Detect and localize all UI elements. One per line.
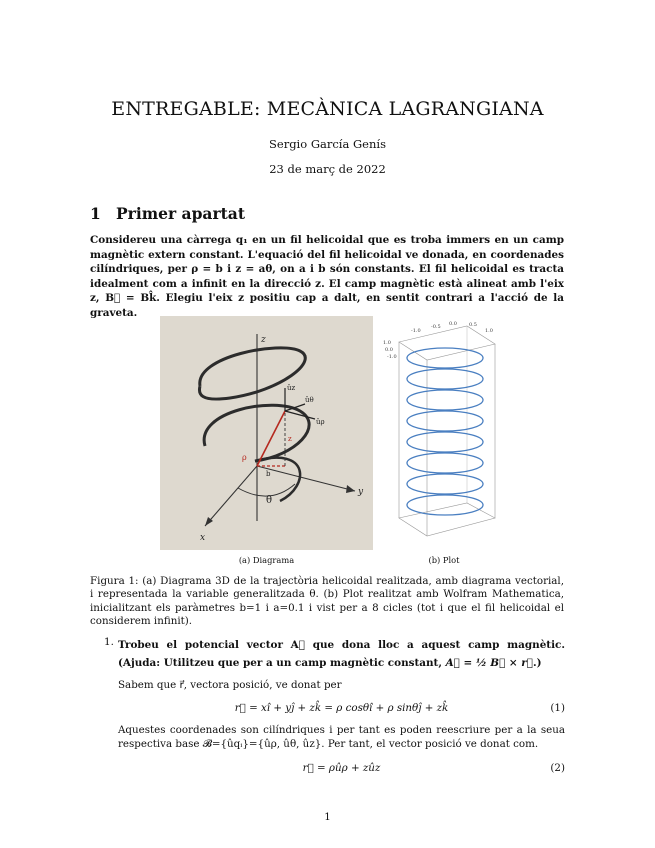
diagram-label-rho: ρ bbox=[242, 453, 247, 462]
diagram-drawing bbox=[160, 316, 373, 550]
diagram-label-x: x bbox=[200, 533, 206, 543]
helix-coil-3 bbox=[407, 390, 483, 410]
x-axis bbox=[205, 466, 257, 526]
helix-coil-7 bbox=[407, 474, 483, 494]
equation-2-tag: (2) bbox=[550, 762, 565, 774]
question-number: 1. bbox=[104, 636, 114, 648]
plot-tick-label-2: -0.5 bbox=[431, 324, 441, 330]
page-number: 1 bbox=[324, 811, 331, 823]
helix-plot-figure bbox=[381, 318, 507, 550]
y-axis-arrow bbox=[346, 485, 355, 493]
subcaption-a: (a) Diagrama bbox=[238, 555, 295, 565]
diagram-label-z: z bbox=[261, 335, 266, 345]
helix-coil-6 bbox=[407, 453, 483, 473]
diagram-figure bbox=[160, 316, 373, 550]
paragraph-position-vector: Sabem que r⃗, vectora posició, ve donat per bbox=[118, 679, 342, 691]
date: 23 de març de 2022 bbox=[269, 162, 386, 176]
diagram-label-z-mark: z bbox=[288, 435, 292, 443]
diagram-label-uz: ûz bbox=[287, 384, 296, 392]
question-formula: A⃗ = ½ B⃗ × r⃗ bbox=[445, 657, 533, 669]
subcaption-b: (b) Plot bbox=[428, 555, 460, 565]
document-title: ENTREGABLE: MECÀNICA LAGRANGIANA bbox=[111, 98, 544, 120]
question-text bbox=[118, 636, 565, 672]
question-text-before: Trobeu el potencial vector A⃗ que dona lloc a aquest camp magnètic. (Ajuda: Utilitzeu que per a un camp magnètic constant, bbox=[118, 639, 565, 669]
author: Sergio García Genís bbox=[269, 137, 386, 151]
figure-caption: Figura 1: (a) Diagrama 3D de la trajectòria helicoidal realitzada, amb diagrama vectorial, i representada la variable generalitzada θ. (b) Plot realitzat amb Wolfram Mathematica, inicialitzant els paràmetres b=1 i a=0.1 i vist per a 8 cicles (tot i que el fil helicoidal el considerem infinit). bbox=[90, 575, 564, 628]
diagram-label-utheta: ûθ bbox=[305, 396, 314, 404]
diagram-label-theta: θ bbox=[266, 495, 273, 506]
equation-1-body: r⃗ = xî + yĵ + zk̂ = ρ cosθî + ρ sinθĵ + zk̂ bbox=[234, 702, 449, 714]
section-number: 1 bbox=[90, 204, 101, 223]
plot-tick-label-3: 0.0 bbox=[449, 321, 457, 327]
helix-plot bbox=[381, 318, 507, 550]
helix-coil-4 bbox=[407, 411, 483, 431]
helix-coil-1 bbox=[407, 348, 483, 368]
helix-coil-8 bbox=[407, 495, 483, 515]
paragraph-cylindrical: Aquestes coordenades son cilíndriques i per tant es poden reescriure per a la seua respectiva base 𝓑={ûqᵢ}={ûρ, ûθ, ûz}. Per tant, el vector posició ve donat com. bbox=[118, 724, 565, 750]
plot-tick-label-7: 0.0 bbox=[385, 347, 393, 353]
equation-2-body: r⃗ = ρûρ + zûz bbox=[302, 762, 381, 774]
intro-paragraph: Considereu una càrrega q₁ en un fil helicoidal que es troba immers en un camp magnètic extern constant. L'equació del fil helicoidal ve donada, en coordenades cilíndriques, per ρ = b i z = aθ, on a i b són constants. El fil helicoidal es tracta idealment com a infinit en la direcció z. El camp magnètic està alineat amb l'eix z, B⃗ = Bk̂. Elegiu l'eix z positiu cap a dalt, en sentit contrari a l'acció de la graveta. bbox=[90, 234, 564, 319]
section-title: Primer apartat bbox=[116, 204, 245, 223]
helix-coils bbox=[407, 348, 483, 515]
y-axis bbox=[257, 466, 355, 491]
plot-tick-label-8: -1.0 bbox=[387, 354, 397, 360]
diagram-label-y: y bbox=[358, 487, 364, 497]
plot-tick-label-1: -1.0 bbox=[411, 328, 421, 334]
section-heading bbox=[90, 204, 245, 223]
helix-coil-2 bbox=[407, 369, 483, 389]
plot-tick-label-5: 1.0 bbox=[485, 328, 493, 334]
helix-coil-5 bbox=[407, 432, 483, 452]
plot-tick-label-4: 0.5 bbox=[469, 322, 477, 328]
plot-tick-label-6: 1.0 bbox=[383, 340, 391, 346]
diagram-label-b: b bbox=[266, 470, 271, 478]
equation-1-tag: (1) bbox=[550, 702, 565, 714]
diagram-label-urho: ûρ bbox=[316, 418, 325, 426]
question-text-after: .) bbox=[532, 657, 542, 669]
